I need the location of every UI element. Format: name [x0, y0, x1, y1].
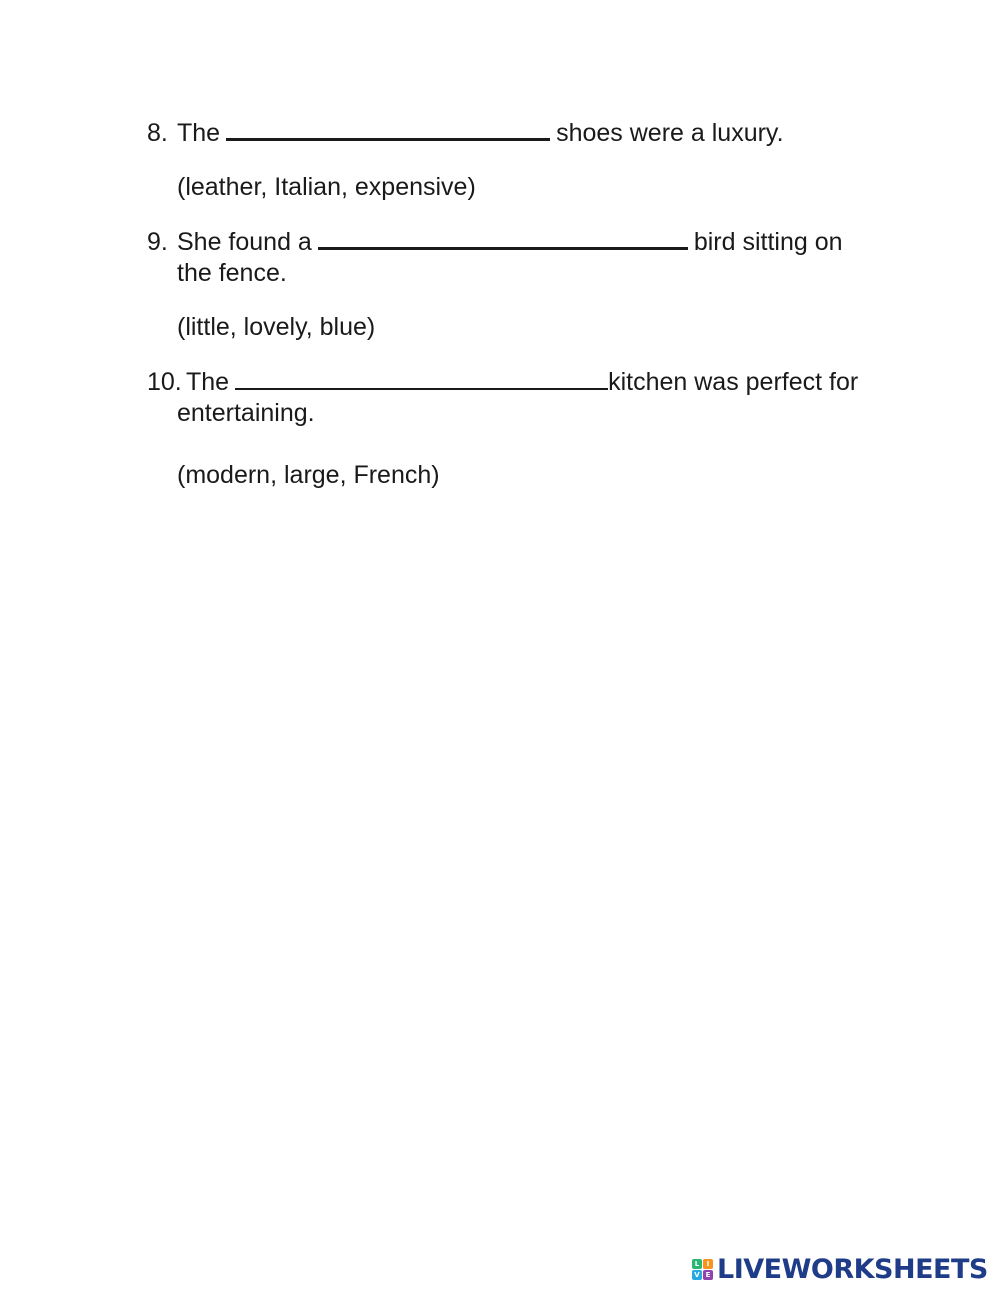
logo-text: LIVEWORKSHEETS — [717, 1253, 988, 1285]
sentence-end: kitchen was perfect for — [608, 368, 859, 396]
logo-mark-tile: E — [703, 1270, 713, 1280]
logo-mark-tile: V — [692, 1270, 702, 1280]
logo-mark-icon — [692, 1259, 713, 1280]
question-number: 8. — [147, 119, 168, 147]
answer-blank[interactable] — [235, 368, 608, 390]
sentence-end: shoes were a luxury. — [556, 119, 784, 147]
question-sentence — [177, 118, 784, 148]
question-sentence — [186, 367, 858, 397]
answer-blank[interactable] — [318, 227, 688, 250]
word-options: (leather, Italian, expensive) — [177, 173, 476, 201]
question-sentence — [177, 227, 843, 257]
sentence-continuation: entertaining. — [177, 399, 315, 427]
sentence-continuation: the fence. — [177, 259, 287, 287]
word-options: (little, lovely, blue) — [177, 313, 376, 341]
answer-blank[interactable] — [226, 118, 550, 141]
question-number: 9. — [147, 228, 168, 256]
liveworksheets-logo — [692, 1254, 988, 1284]
sentence-start: The — [186, 368, 230, 396]
sentence-start: The — [177, 119, 221, 147]
logo-mark-tile: L — [692, 1259, 702, 1269]
logo-mark-tile: I — [703, 1259, 713, 1269]
sentence-start: She found a — [177, 228, 312, 256]
sentence-end: bird sitting on — [693, 228, 843, 256]
word-options: (modern, large, French) — [177, 461, 440, 489]
question-number: 10. — [147, 368, 182, 396]
